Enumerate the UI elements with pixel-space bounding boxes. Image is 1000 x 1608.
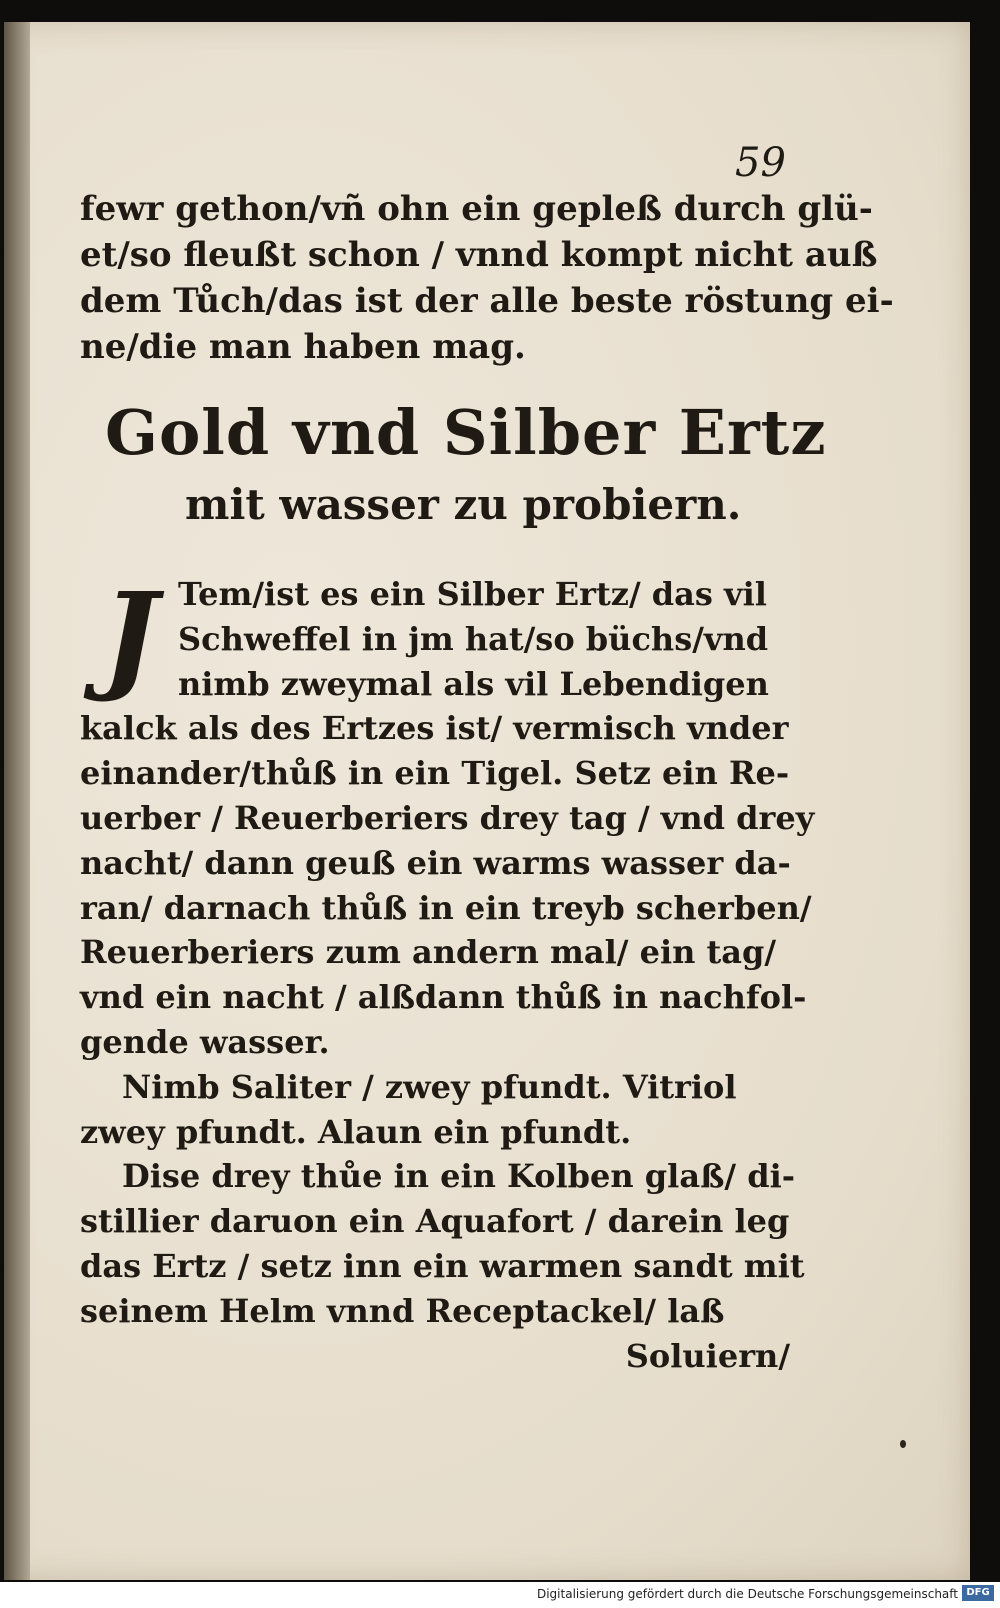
- text-line: fewr gethon/vñ ohn ein gepleß durch glü-: [80, 189, 873, 229]
- text-line: kalck als des Ertzes ist/ vermisch vnder: [80, 709, 789, 748]
- text-line: das Ertz / setz inn ein warmen sandt mit: [80, 1246, 805, 1285]
- body-text: [80, 566, 815, 1378]
- text-line: einander/thůß in ein Tigel. Setz ein Re-: [80, 754, 790, 793]
- text-line: nacht/ dann geuß ein warms wasser da-: [80, 843, 791, 882]
- text-line: vnd ein nacht / alßdann thůß in nachfol-: [80, 978, 807, 1017]
- text-line: dem Tůch/das ist der alle beste röstung ei-: [80, 281, 894, 321]
- text-line: ran/ darnach thůß in ein treyb scherben/: [80, 888, 812, 927]
- text-line: Nimb Saliter / zwey pfundt. Vitriol: [122, 1067, 737, 1106]
- ink-spot: [900, 1440, 906, 1448]
- dfg-logo-icon: DFG: [962, 1585, 994, 1601]
- text-line: seinem Helm vnnd Receptackel/ laß: [80, 1291, 725, 1330]
- page-spine-shadow: [4, 22, 30, 1580]
- opening-paragraph: [80, 186, 894, 370]
- text-line: ne/die man haben mag.: [80, 327, 526, 367]
- text-line: uerber / Reuerberiers drey tag / vnd drey: [80, 798, 815, 837]
- text-line: zwey pfundt. Alaun ein pfundt.: [80, 1112, 632, 1151]
- text-line: Tem/ist es ein Silber Ertz/ das vil: [178, 575, 767, 613]
- footer-credit: Digitalisierung gefördert durch die Deutsche Forschungsgemeinschaft: [536, 1587, 958, 1601]
- text-line: Reuerberiers zum andern mal/ ein tag/: [80, 933, 777, 972]
- page-number: 59: [735, 140, 786, 186]
- text-line: gende wasser.: [80, 1022, 330, 1061]
- text-line: stillier daruon ein Aquafort / darein leg: [80, 1202, 790, 1241]
- catchword: Soluiern/: [625, 1336, 790, 1375]
- section-subheading: mit wasser zu probiern.: [185, 480, 742, 529]
- decorated-initial: J: [102, 566, 158, 705]
- section-heading: Gold vnd Silber Ertz: [105, 396, 827, 469]
- text-line: et/so fleußt schon / vnnd kompt nicht auß: [80, 235, 878, 275]
- text-line: Dise drey thůe in ein Kolben glaß/ di-: [122, 1157, 796, 1196]
- text-line: nimb zweymal als vil Lebendigen: [178, 664, 769, 703]
- text-line: Schweffel in jm hat/so büchs/vnd: [178, 619, 769, 658]
